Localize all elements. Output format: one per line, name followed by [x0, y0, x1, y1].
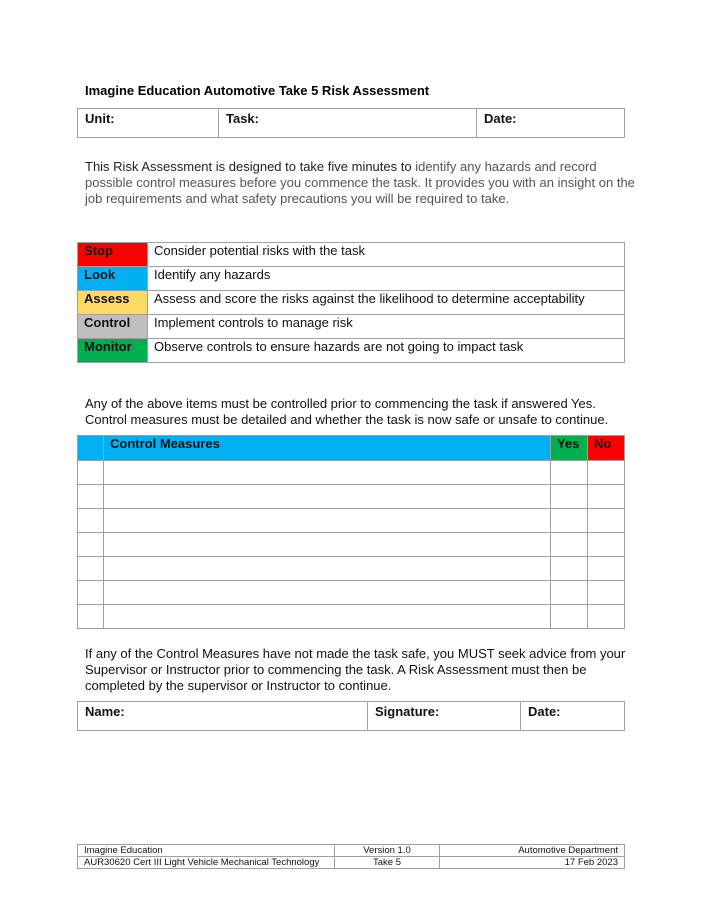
footer-department: Automotive Department: [440, 845, 625, 857]
control-measure-row: [78, 485, 625, 509]
footer-org: Imagine Education: [78, 845, 335, 857]
control-measure-row: [78, 509, 625, 533]
step-key: Stop: [78, 243, 148, 267]
step-key: Look: [78, 267, 148, 291]
step-row: [78, 243, 625, 267]
control-measure-input[interactable]: [104, 461, 551, 485]
control-measure-row: [78, 605, 625, 629]
no-heading: No: [588, 436, 625, 461]
control-measures-header-row: [78, 436, 625, 461]
step-row: [78, 315, 625, 339]
control-measures-heading: Control Measures: [104, 436, 551, 461]
row-number-cell: [78, 557, 104, 581]
footer-version: Version 1.0: [335, 845, 440, 857]
yes-checkbox-cell[interactable]: [551, 581, 588, 605]
control-measure-input[interactable]: [104, 557, 551, 581]
step-row: [78, 291, 625, 315]
row-number-cell: [78, 605, 104, 629]
document-title: Imagine Education Automotive Take 5 Risk Assessment: [85, 83, 430, 98]
no-checkbox-cell[interactable]: [588, 605, 625, 629]
take5-steps-table: [77, 242, 625, 363]
control-measure-input[interactable]: [104, 485, 551, 509]
no-checkbox-cell[interactable]: [588, 557, 625, 581]
step-row: [78, 339, 625, 363]
yes-checkbox-cell[interactable]: [551, 485, 588, 509]
row-number-cell: [78, 533, 104, 557]
control-measure-input[interactable]: [104, 509, 551, 533]
yes-checkbox-cell[interactable]: [551, 557, 588, 581]
footer-course: AUR30620 Cert III Light Vehicle Mechanical Technology: [78, 857, 335, 869]
row-number-cell: [78, 581, 104, 605]
yes-checkbox-cell[interactable]: [551, 461, 588, 485]
no-checkbox-cell[interactable]: [588, 485, 625, 509]
step-row: [78, 267, 625, 291]
yes-heading: Yes: [551, 436, 588, 461]
footer-date: 17 Feb 2023: [440, 857, 625, 869]
task-field[interactable]: Task:: [219, 109, 477, 138]
footer-document: Take 5: [335, 857, 440, 869]
signoff-date-field[interactable]: Date:: [521, 702, 625, 731]
step-description: Observe controls to ensure hazards are not going to impact task: [148, 339, 625, 363]
control-measure-row: [78, 533, 625, 557]
no-checkbox-cell[interactable]: [588, 461, 625, 485]
unit-task-date-table: [77, 108, 625, 138]
row-number-cell: [78, 485, 104, 509]
step-description: Identify any hazards: [148, 267, 625, 291]
row-number-cell: [78, 509, 104, 533]
control-measure-row: [78, 557, 625, 581]
intro-text-continued: identify any hazards and record possible control measures before you commence the task. It provides you with an insight on the job requirements and what safety precautions you will be required to take.: [85, 159, 635, 206]
controls-instruction: Any of the above items must be controlled prior to commencing the task if answered Yes. Control measures must be detailed and whether the task is now safe or unsafe to continue.: [85, 396, 609, 427]
no-checkbox-cell[interactable]: [588, 509, 625, 533]
row-number-cell: [78, 461, 104, 485]
step-description: Implement controls to manage risk: [148, 315, 625, 339]
step-description: Assess and score the risks against the likelihood to determine acceptability: [148, 291, 625, 315]
footer-table: [77, 844, 625, 869]
row-number-header: [78, 436, 104, 461]
safety-advice-paragraph: If any of the Control Measures have not made the task safe, you MUST seek advice from your Supervisor or Instructor prior to commencing the task. A Risk Assessment must then be completed by the supervisor or Instructor to continue.: [85, 646, 626, 693]
control-measures-table: [77, 435, 625, 629]
step-key: Monitor: [78, 339, 148, 363]
signature-field[interactable]: Signature:: [368, 702, 521, 731]
date-field[interactable]: Date:: [477, 109, 625, 138]
control-measure-input[interactable]: [104, 533, 551, 557]
control-measure-row: [78, 461, 625, 485]
intro-text: This Risk Assessment is designed to take five minutes to: [85, 159, 412, 174]
yes-checkbox-cell[interactable]: [551, 533, 588, 557]
no-checkbox-cell[interactable]: [588, 581, 625, 605]
step-description: Consider potential risks with the task: [148, 243, 625, 267]
control-measure-row: [78, 581, 625, 605]
control-measure-input[interactable]: [104, 581, 551, 605]
no-checkbox-cell[interactable]: [588, 533, 625, 557]
yes-checkbox-cell[interactable]: [551, 605, 588, 629]
signoff-table: [77, 701, 625, 731]
control-measure-input[interactable]: [104, 605, 551, 629]
step-key: Assess: [78, 291, 148, 315]
intro-paragraph: [85, 159, 635, 207]
unit-field[interactable]: Unit:: [78, 109, 219, 138]
step-key: Control: [78, 315, 148, 339]
name-field[interactable]: Name:: [78, 702, 368, 731]
yes-checkbox-cell[interactable]: [551, 509, 588, 533]
